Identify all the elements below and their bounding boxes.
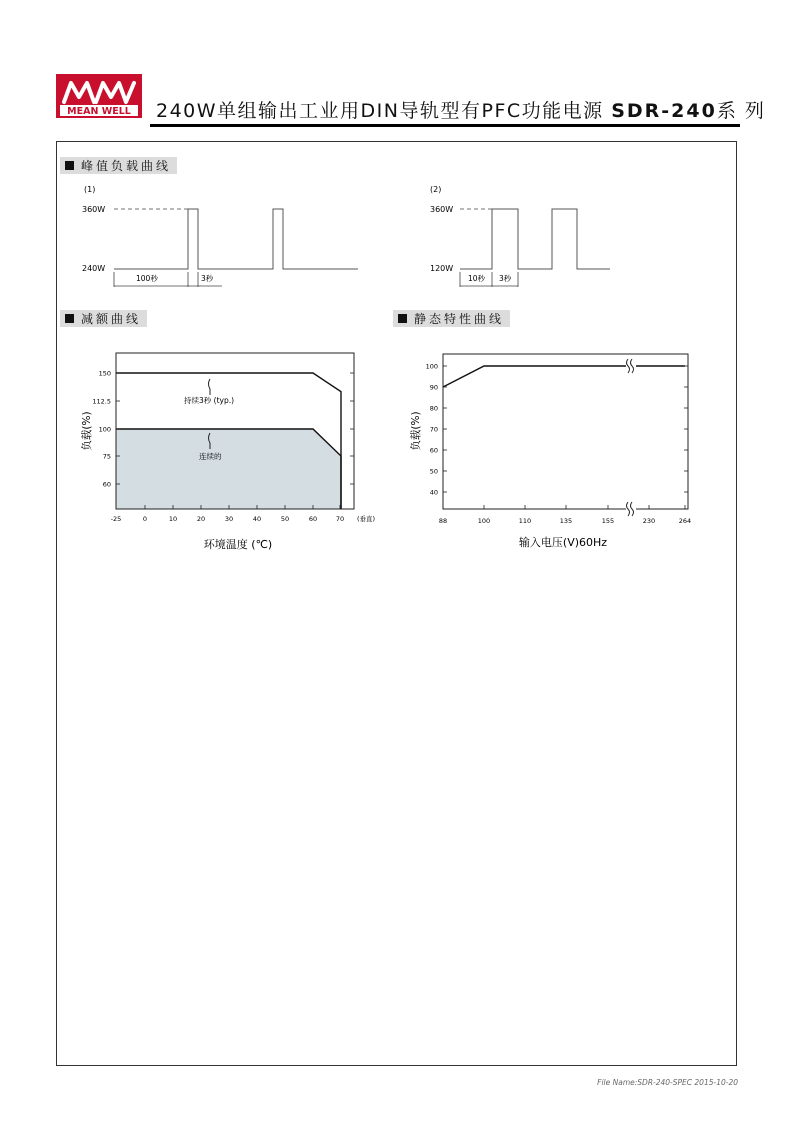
y-tick-label: 90 bbox=[429, 383, 438, 392]
peak-waveform bbox=[114, 209, 358, 269]
square-bullet-icon bbox=[398, 314, 407, 323]
axis-break-icon bbox=[626, 359, 636, 373]
low-level-label: 240W bbox=[82, 264, 106, 273]
peak-load-diagram-2 bbox=[420, 180, 640, 290]
duration-label: 10秒 bbox=[468, 274, 486, 283]
title-underline bbox=[150, 124, 740, 127]
duration-label: 3秒 bbox=[201, 274, 214, 283]
peak-series-label: 持续3秒 (typ.) bbox=[184, 396, 235, 405]
y-tick-label: 100 bbox=[98, 425, 111, 434]
y-tick-label: 60 bbox=[429, 446, 438, 455]
x-axis-label: 输入电压(V)60Hz bbox=[518, 536, 608, 549]
y-tick-label: 40 bbox=[429, 488, 438, 497]
x-tick-label: 230 bbox=[642, 517, 656, 525]
duration-label: 100秒 bbox=[136, 274, 158, 283]
file-footer: File Name:SDR-240-SPEC 2015-10-20 bbox=[597, 1078, 738, 1087]
x-tick-label: 155 bbox=[601, 517, 615, 525]
y-axis-label: 负载(%) bbox=[81, 411, 93, 451]
x-tick-label: 10 bbox=[168, 515, 178, 523]
y-tick-label: 80 bbox=[429, 404, 438, 413]
section-peak-load: 峰值负载曲线 bbox=[60, 157, 177, 174]
y-tick-label: 50 bbox=[429, 467, 438, 476]
x-tick-label: 88 bbox=[438, 517, 448, 525]
x-axis-label: 环境温度 (℃) bbox=[203, 538, 273, 551]
x-tick-label: 20 bbox=[196, 515, 206, 523]
low-level-label: 120W bbox=[430, 264, 454, 273]
x-tick-label: 40 bbox=[252, 515, 262, 523]
high-level-label: 360W bbox=[82, 205, 106, 214]
plot-area bbox=[443, 354, 688, 509]
continuous-series-label: 连续的 bbox=[199, 452, 222, 461]
continuous-load-area bbox=[116, 429, 341, 509]
diagram-tag: (2) bbox=[430, 185, 442, 194]
diagram-tag: (1) bbox=[84, 185, 96, 194]
square-bullet-icon bbox=[65, 314, 74, 323]
y-tick-label: 150 bbox=[98, 369, 111, 378]
y-tick-label: 60 bbox=[102, 480, 111, 489]
svg-text:MEAN WELL: MEAN WELL bbox=[67, 106, 131, 117]
x-tick-label: 135 bbox=[559, 517, 573, 525]
x-tick-label: -25 bbox=[110, 515, 122, 523]
y-tick-label: 75 bbox=[102, 452, 111, 461]
high-level-label: 360W bbox=[430, 205, 454, 214]
x-unit-label: (垂直) bbox=[357, 515, 376, 523]
y-tick-label: 70 bbox=[429, 425, 438, 434]
static-chart bbox=[403, 345, 703, 560]
peak-load-diagram-1 bbox=[70, 180, 370, 290]
square-bullet-icon bbox=[65, 161, 74, 170]
x-tick-label: 30 bbox=[224, 515, 234, 523]
x-tick-label: 60 bbox=[308, 515, 318, 523]
x-tick-label: 100 bbox=[477, 517, 491, 525]
callout-line bbox=[209, 379, 211, 395]
axis-break-icon bbox=[626, 502, 636, 516]
x-tick-label: 70 bbox=[335, 515, 345, 523]
duration-label: 3秒 bbox=[499, 274, 512, 283]
y-tick-label: 100 bbox=[425, 362, 438, 371]
y-tick-label: 112.5 bbox=[92, 397, 111, 406]
y-axis-label: 负载(%) bbox=[410, 411, 422, 451]
page-title: 240W单组输出工业用DIN导轨型有PFC功能电源 SDR-240系 列 bbox=[156, 100, 766, 122]
x-tick-label: 0 bbox=[142, 515, 148, 523]
section-static: 静态特性曲线 bbox=[393, 310, 510, 327]
derating-chart bbox=[70, 345, 390, 560]
load-vs-voltage-line bbox=[443, 366, 685, 387]
peak-waveform bbox=[460, 209, 610, 269]
x-tick-label: 110 bbox=[518, 517, 532, 525]
x-tick-label: 264 bbox=[678, 517, 692, 525]
mean-well-logo bbox=[56, 74, 142, 118]
x-tick-label: 50 bbox=[280, 515, 290, 523]
section-derating: 减额曲线 bbox=[60, 310, 147, 327]
